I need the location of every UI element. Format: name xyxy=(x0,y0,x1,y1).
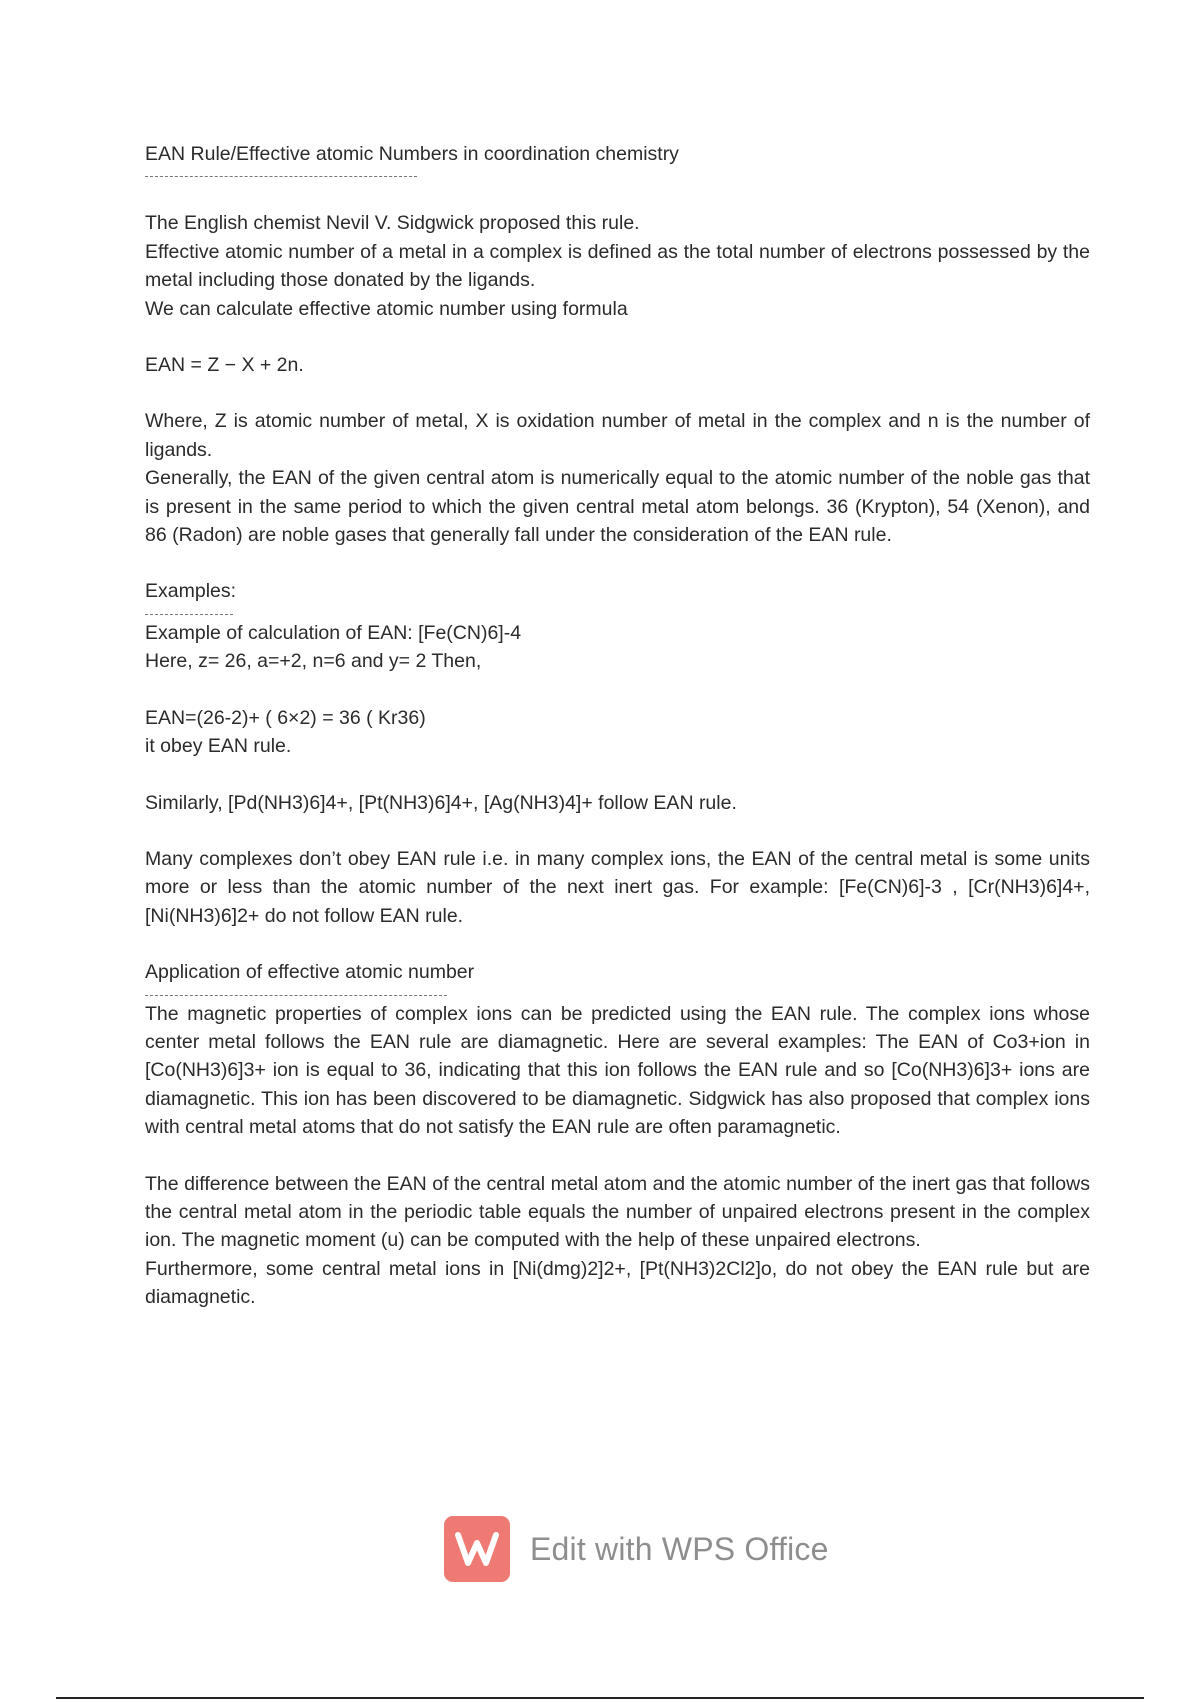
furthermore-paragraph: Furthermore, some central metal ions in [Ni(dmg)2]2+, [Pt(NH3)2Cl2]o, do not obey the EAN rule but are diamagnetic. xyxy=(145,1257,1090,1309)
exceptions-paragraph: Many complexes don’t obey EAN rule i.e. in many complex ions, the EAN of the central metal is some units more or less than the atomic number of the next inert gas. For example: [Fe(CN)6]-3 , [Cr(NH3)6]4+,[Ni(NH3)6]2+ do not follow EAN rule. xyxy=(145,847,1090,927)
examples-heading: Examples: xyxy=(145,580,237,603)
difference-paragraph: The difference between the EAN of the central metal atom and the atomic number of the inert gas that follows the central metal atom in the periodic table equals the number of unpaired electrons present in the complex ion. The magnetic moment (u) can be computed with the help of these unpaired electrons. xyxy=(145,1172,1090,1252)
noble-gas-paragraph: Generally, the EAN of the given central atom is numerically equal to the atomic number of the noble gas that is present in the same period to which the given central metal atom belongs. 36 (Krypton), 54 (Xenon), and 86 (Radon) are noble gases that generally fall under the consideration of the EAN rule. xyxy=(145,467,1090,547)
magnetic-paragraph: The magnetic properties of complex ions can be predicted using the EAN rule. The complex ions whose center metal follows the EAN rule are diamagnetic. Here are several examples: The EAN of Co3+ion in [Co(NH3)6]3+ ion is equal to 36, indicating that this ion follows the EAN rule and so [Co(NH3)6]3+ ions are diamagnetic. This ion has been discovered to be diamagnetic. Sidgwick has also proposed that complex ions with central metal atoms that do not satisfy the EAN rule are often paramagnetic. xyxy=(145,1002,1090,1139)
intro-line-3: We can calculate effective atomic number using formula xyxy=(145,297,628,320)
wps-logo-icon xyxy=(444,1516,510,1582)
wps-watermark-text: Edit with WPS Office xyxy=(530,1530,829,1567)
wps-w-glyph xyxy=(455,1529,499,1569)
example-line-2: Here, z= 26, a=+2, n=6 and y= 2 Then, xyxy=(145,650,482,673)
calc-line-2: it obey EAN rule. xyxy=(145,735,292,758)
page-bottom-border xyxy=(56,1697,1144,1699)
document-body xyxy=(145,140,1090,1312)
intro-line-1: The English chemist Nevil V. Sidgwick proposed this rule. xyxy=(145,212,640,235)
application-heading: Application of effective atomic number xyxy=(145,961,475,984)
example-line-1: Example of calculation of EAN: [Fe(CN)6]-4 xyxy=(145,621,522,644)
similarly-line: Similarly, [Pd(NH3)6]4+, [Pt(NH3)6]4+, [Ag(NH3)4]+ follow EAN rule. xyxy=(145,791,737,814)
document-title: EAN Rule/Effective atomic Numbers in coordination chemistry xyxy=(145,143,679,165)
calc-line-1: EAN=(26-2)+ ( 6×2) = 36 ( Kr36) xyxy=(145,706,426,729)
application-underline xyxy=(145,995,447,996)
intro-line-2: Effective atomic number of a metal in a complex is defined as the total number of electrons possessed by the metal including those donated by the ligands. xyxy=(145,240,1090,292)
ean-formula: EAN = Z − X + 2n. xyxy=(145,354,304,377)
where-paragraph: Where, Z is atomic number of metal, X is oxidation number of metal in the complex and n is the number of ligands. xyxy=(145,410,1090,461)
title-underline xyxy=(145,176,417,177)
examples-underline xyxy=(145,614,233,615)
wps-watermark[interactable] xyxy=(444,1514,829,1584)
